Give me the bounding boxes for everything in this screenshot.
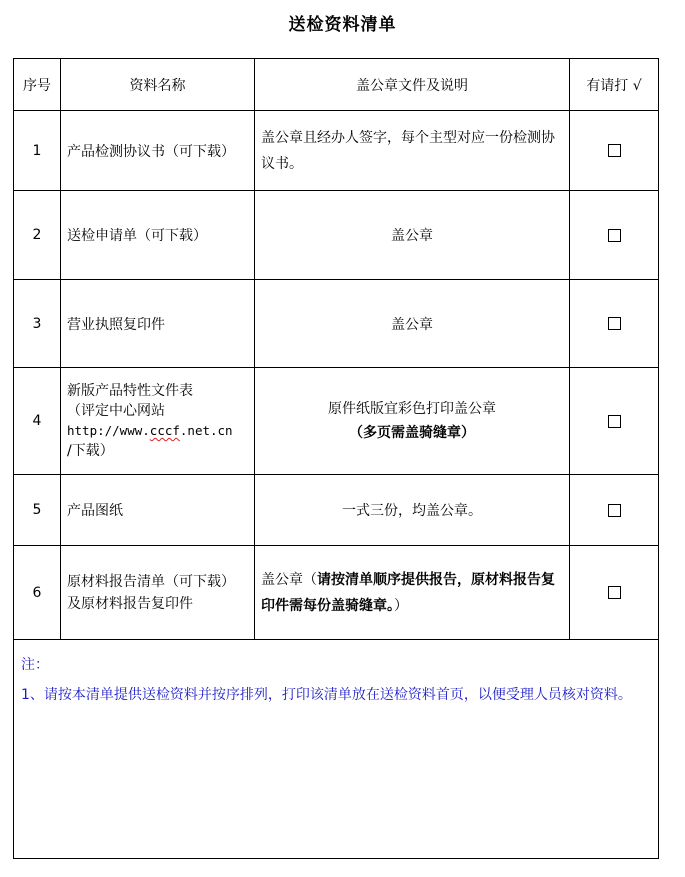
url-marked-segment: cccf [149, 423, 180, 438]
header-check: 有请打 √ [570, 59, 659, 111]
table-row [14, 546, 659, 640]
page-title: 送检资料清单 [288, 15, 397, 35]
row-checkbox-cell [570, 368, 659, 475]
table-header-row [14, 59, 659, 111]
row-desc-emphasis: 请按清单顺序提供报告，原材料报告复印件需每份盖骑缝章。 [261, 571, 555, 614]
row-name [61, 368, 255, 475]
row-desc [255, 368, 570, 475]
row-desc-line: 原件纸版宜彩色打印盖公章 [328, 401, 496, 417]
website-url [67, 421, 248, 441]
table-row [14, 368, 659, 475]
row-checkbox-cell [570, 111, 659, 191]
row-number: 3 [14, 280, 61, 368]
checkbox[interactable] [608, 144, 621, 157]
checkbox[interactable] [608, 317, 621, 330]
row-desc [255, 546, 570, 640]
row-checkbox-cell [570, 475, 659, 546]
note-label: 注： [21, 657, 49, 673]
note-cell [14, 640, 659, 859]
checkbox[interactable] [608, 415, 621, 428]
checkbox[interactable] [608, 504, 621, 517]
row-name: 产品图纸 [61, 475, 255, 546]
submission-checklist-table [13, 58, 659, 859]
note-text: 1、请按本清单提供送检资料并按序排列，打印该清单放在送检资料首页，以便受理人员核对资料。 [21, 687, 632, 703]
row-desc-emphasis: （多页需盖骑缝章） [349, 425, 475, 441]
header-desc: 盖公章文件及说明 [255, 59, 570, 111]
row-checkbox-cell [570, 280, 659, 368]
url-suffix: .net.cn [179, 423, 233, 438]
header-no: 序号 [14, 59, 61, 111]
table-row [14, 111, 659, 191]
table-row [14, 280, 659, 368]
row-checkbox-cell [570, 546, 659, 640]
table-row [14, 475, 659, 546]
url-prefix: http://www. [67, 423, 150, 438]
table-row [14, 191, 659, 280]
row-number: 6 [14, 546, 61, 640]
row-desc-end: ） [394, 597, 408, 614]
checkbox[interactable] [608, 229, 621, 242]
row-name: 原材料报告清单（可下载）及原材料报告复印件 [61, 546, 255, 640]
row-name: 产品检测协议书（可下载） [61, 111, 255, 191]
row-number: 4 [14, 368, 61, 475]
row-desc: 盖公章 [255, 280, 570, 368]
row-name-line: 新版产品特性文件表 [67, 383, 193, 399]
row-name: 营业执照复印件 [61, 280, 255, 368]
row-desc: 一式三份，均盖公章。 [255, 475, 570, 546]
row-number: 2 [14, 191, 61, 280]
row-number: 5 [14, 475, 61, 546]
row-checkbox-cell [570, 191, 659, 280]
row-name-line: （评定中心网站 [67, 403, 165, 419]
row-name-line: /下载） [67, 443, 114, 459]
row-desc-plain: 盖公章（ [261, 571, 317, 588]
checkbox[interactable] [608, 586, 621, 599]
row-desc: 盖公章且经办人签字，每个主型对应一份检测协议书。 [255, 111, 570, 191]
row-name: 送检申请单（可下载） [61, 191, 255, 280]
row-desc: 盖公章 [255, 191, 570, 280]
note-row [14, 640, 659, 859]
row-number: 1 [14, 111, 61, 191]
header-name: 资料名称 [61, 59, 255, 111]
